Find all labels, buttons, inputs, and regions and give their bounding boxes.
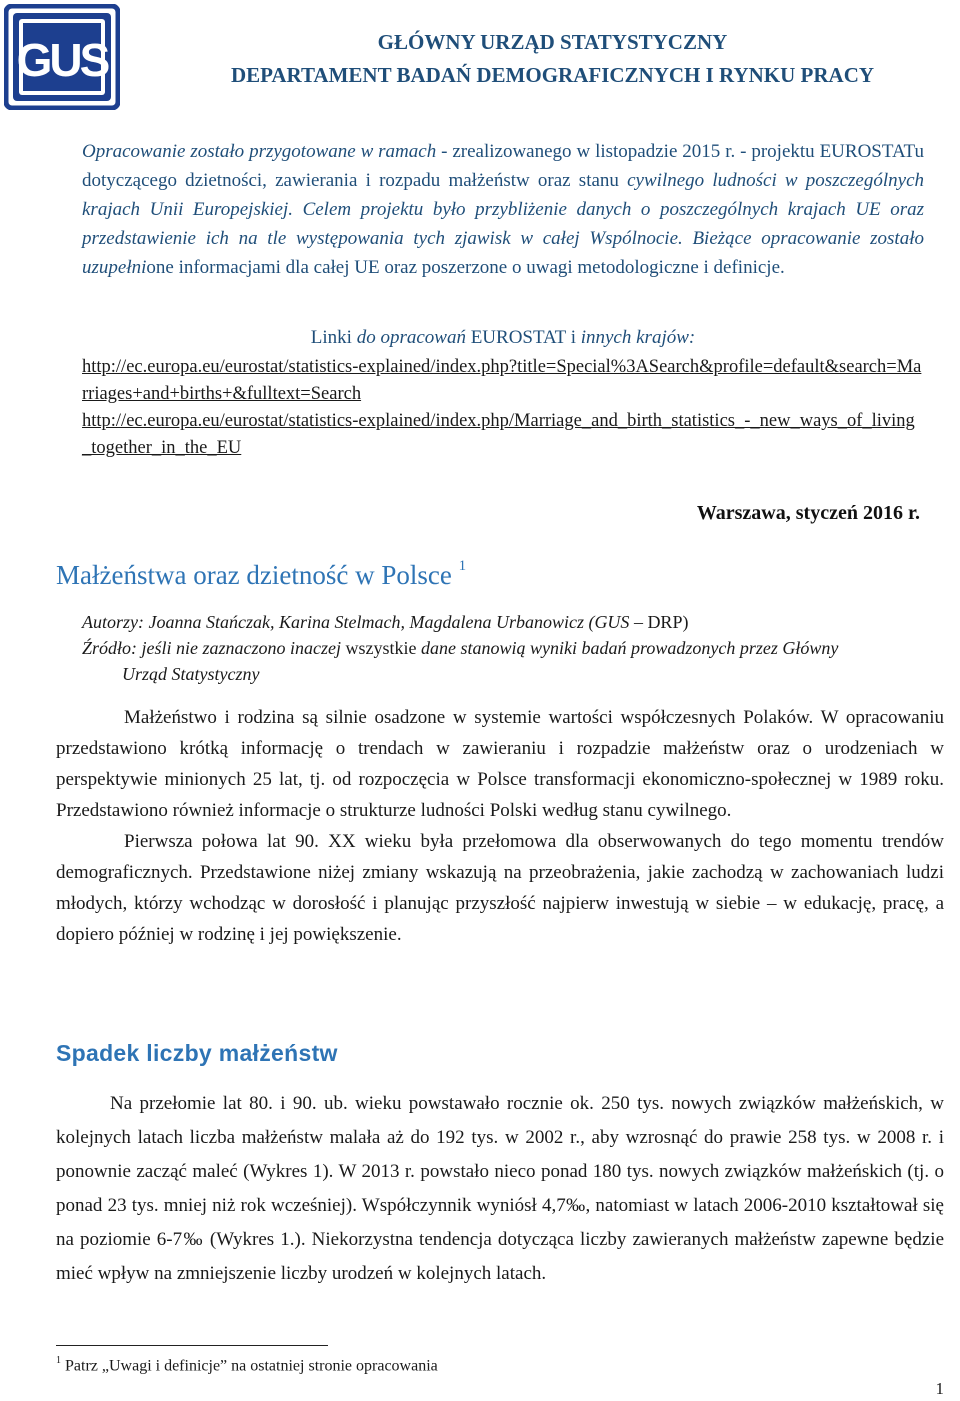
department-name: DEPARTAMENT BADAŃ DEMOGRAFICZNYCH I RYNKU PRACY: [230, 63, 875, 87]
eurostat-marriage-link[interactable]: http://ec.europa.eu/eurostat/statistics-explained/index.php/Marriage_and_birth_statistics_-_new_ways_of_living_together_in_the_EU: [82, 411, 915, 458]
intro-section-body: [56, 702, 944, 950]
paragraph: Na przełomie lat 80. i 90. ub. wieku powstawało rocznie ok. 250 tys. nowych związków małżeńskich, w kolejnych latach liczba małżeństw malała aż do 192 tys. w 2002 r., aby wzrosnąć do prawie 258 tys. w 2008 r. i ponownie zacząć maleć (Wykres 1). W 2013 r. powstało nieco ponad 180 tys. nowych związków małżeńskich (tj. o ponad 23 tys. mniej niż rok wcześniej). Współczynnik wyniósł 4,7‰, natomiast w latach 2006-2010 kształtował się na poziomie 6-7‰ (Wykres 1.). Niekorzystna tendencja dotycząca liczby zawieranych małżeństw zapewne będzie mieć wpływ na zmniejszenie liczby urodzeń w kolejnych latach.: [56, 1093, 944, 1284]
eurostat-search-link[interactable]: http://ec.europa.eu/eurostat/statistics-explained/index.php?title=Special%3ASearch&profile=default&search=Marriages+and+births+&fulltext=Search: [82, 357, 922, 404]
institution-name: GŁÓWNY URZĄD STATYSTYCZNY: [377, 30, 728, 54]
links-list: [82, 354, 924, 462]
dateline: Warszawa, styczeń 2016 r.: [696, 502, 920, 524]
intro-paragraph: Opracowanie zostało przygotowane w ramach - zrealizowanego w listopadzie 2015 r. - projektu EUROSTATu dotyczącego dzietności, zawierania i rozpadu małżeństw oraz stanu cywilnego ludności w poszczególnych krajach Unii Europejskiej. Celem projektu było przybliżenie danych o poszczególnych krajach UE oraz przedstawienie ich na tle występowania tych zjawisk w całej Wspólnocie. Bieżące opracowanie zostało uzupełnione informacjami dla całej UE oraz poszerzone o uwagi metodologiczne i definicje.: [82, 141, 925, 278]
title-footnote-ref: 1: [458, 558, 467, 574]
paragraph: Pierwsza połowa lat 90. XX wieku była przełomowa dla obserwowanych do tego momentu trendów demograficznych. Przedstawione niżej zmiany wskazują na przeobrażenia, jakie zachodzą w zachowaniach ludzi młodych, którzy wchodząc w dorosłość i planując przyszłość najpierw inwestują w siebie – w edukację, pracę, a dopiero później w rodzinę i jej powiększenie.: [56, 831, 944, 945]
footnote-divider: [56, 1345, 328, 1346]
page-number: 1: [935, 1379, 944, 1398]
authors-block: Autorzy: Joanna Stańczak, Karina Stelmach, Magdalena Urbanowicz (GUS – DRP) Źródło: jeśli nie zaznaczono inaczej wszystkie dane stanowią wyniki badań prowadzonych przez Główny Urząd Statystyczny: [82, 612, 839, 684]
logo-text: GUS: [16, 34, 108, 86]
marriage-decline-section-body: [56, 1087, 944, 1291]
footnote: $^1$ Patrz „Uwagi i definicje” na ostatniej stronie opracowania: [56, 1355, 438, 1375]
paragraph: Małżeństwo i rodzina są silnie osadzone w systemie wartości współczesnych Polaków. W opracowaniu przedstawiono krótką informację o trendach w zawieraniu i rozpadzie małżeństw oraz o urodzeniach w perspektywie minionych 25 lat, tj. od rozpoczęcia w Polsce transformacji ekonomiczno-społecznej w 1989 roku. Przedstawiono również informacje o strukturze ludności Polski według stanu cywilnego.: [56, 707, 944, 821]
gus-logo: [4, 4, 120, 110]
document-title: Małżeństwa oraz dzietność w Polsce $^1$: [56, 558, 467, 590]
section-heading: Spadek liczby małżeństw: [56, 1040, 338, 1066]
links-title: Linki do opracowań EUROSTAT i innych krajów:: [310, 327, 696, 348]
